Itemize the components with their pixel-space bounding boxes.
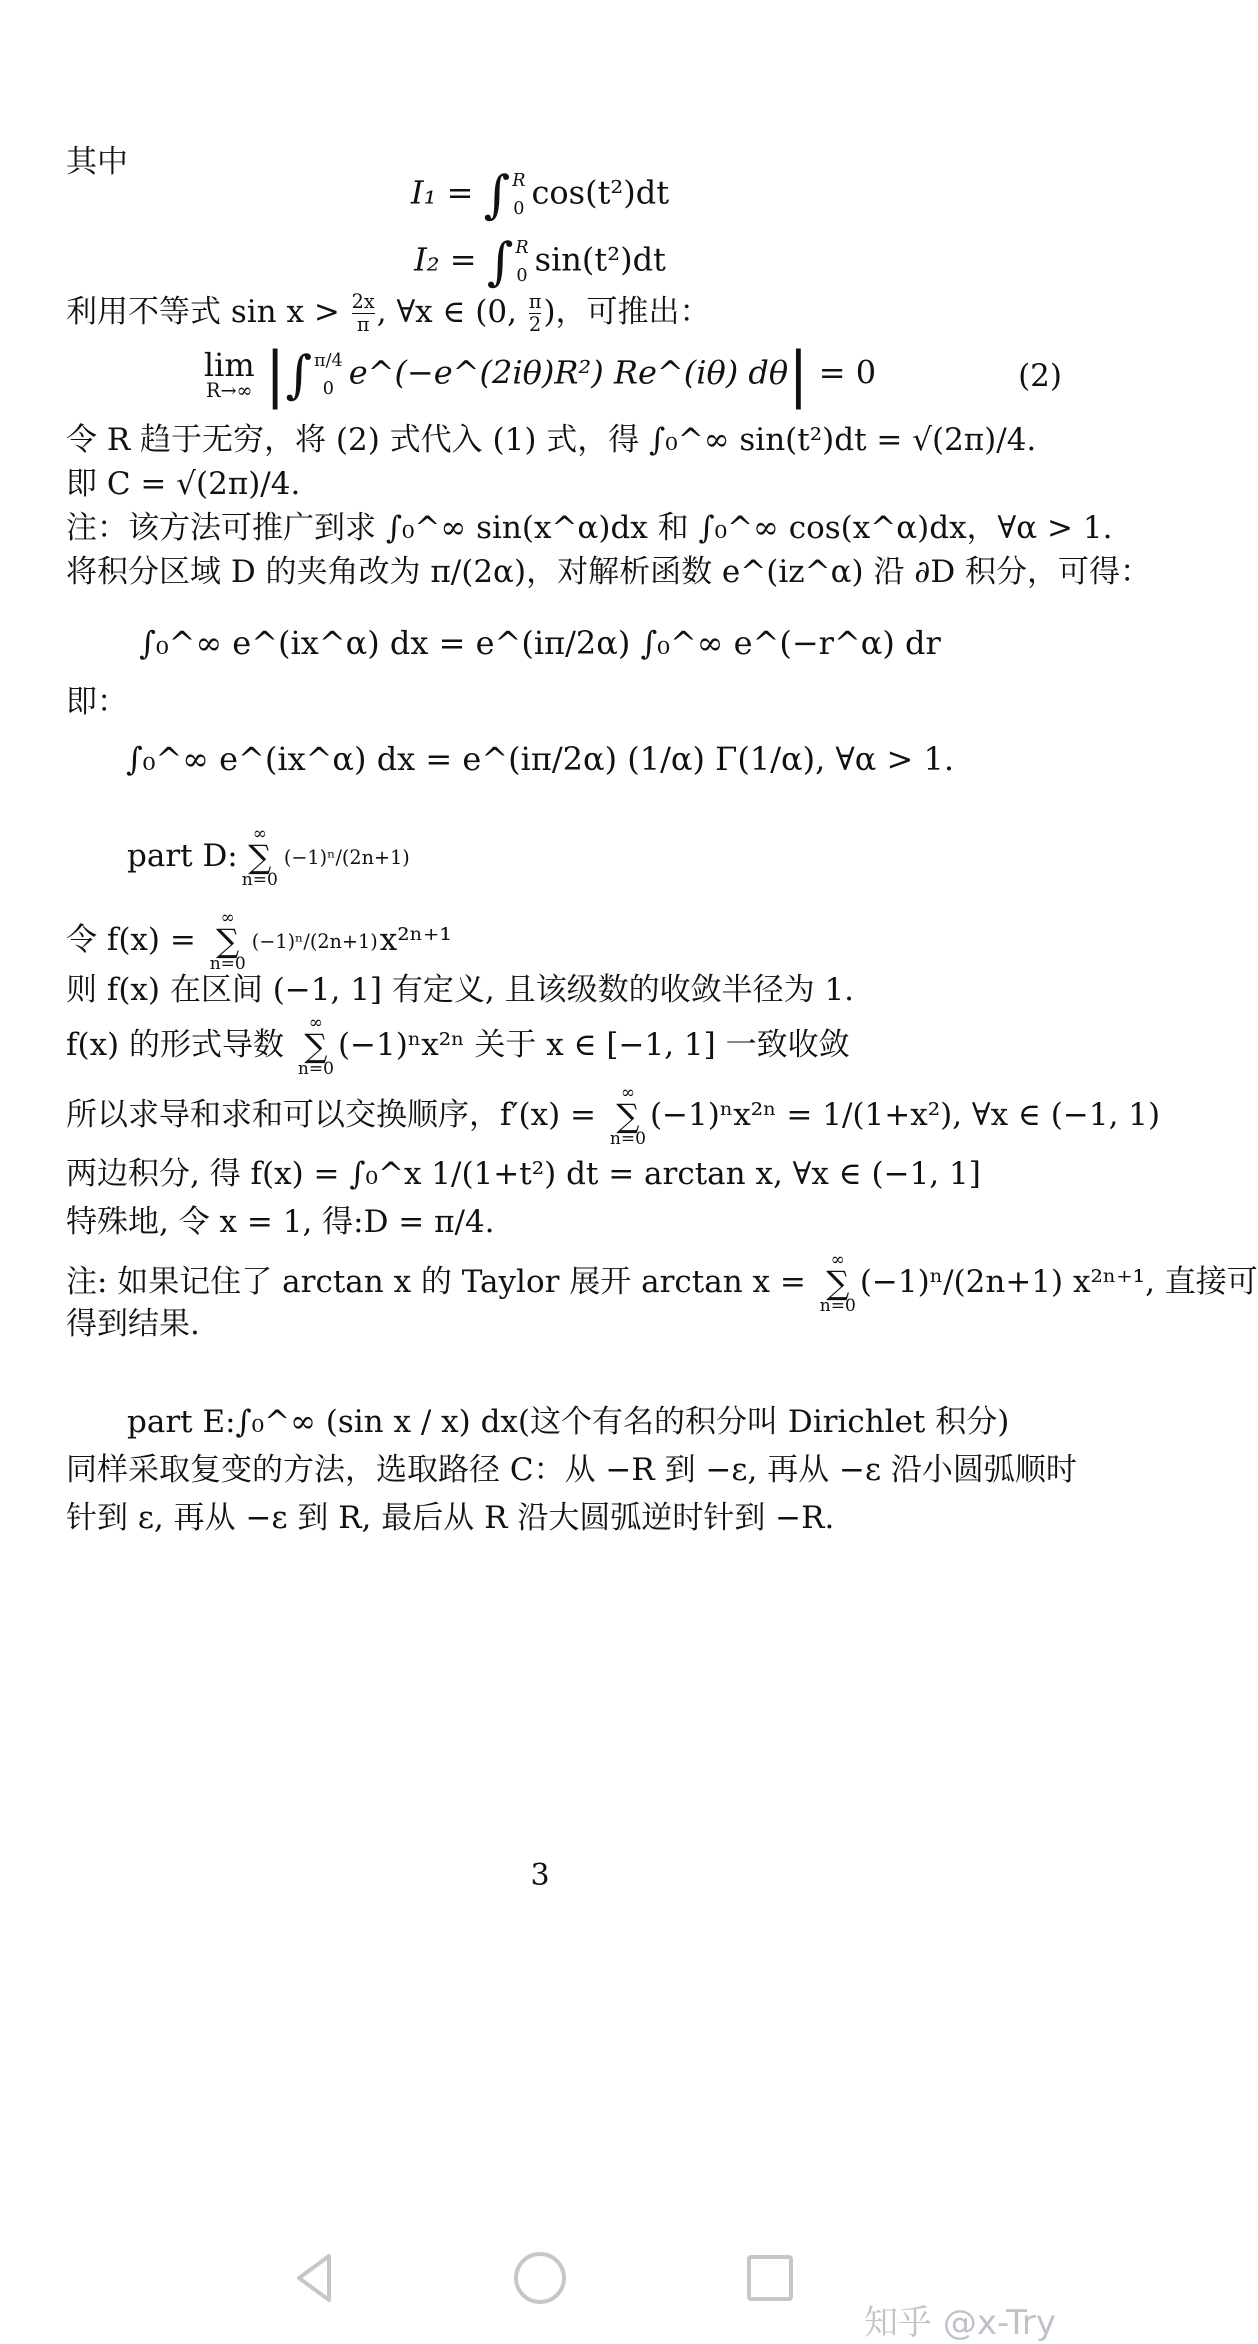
sum-bottom: n=0 bbox=[241, 870, 278, 891]
frac-num: 2x bbox=[351, 290, 375, 314]
eq2-upper: π/4 bbox=[314, 350, 343, 371]
deriv-suffix: (−1)ⁿx²ⁿ 关于 x ∈ [−1, 1] 一致收敛 bbox=[337, 1027, 850, 1064]
eq-i2-limits bbox=[515, 234, 528, 290]
text-same-method-2: 针到 ε, 再从 −ε 到 R, 最后从 R 沿大圆弧逆时针到 −R. bbox=[66, 1500, 835, 1536]
sum-symbol bbox=[210, 910, 246, 973]
text-same-method-1: 同样采取复变的方法，选取路径 C：从 −R 到 −ε, 再从 −ε 沿小圆弧顺时 bbox=[66, 1452, 1077, 1488]
text-note-2-cont: 得到结果. bbox=[66, 1306, 200, 1342]
equation-i2 bbox=[0, 232, 1080, 292]
eq-i2-body: sin(t²)dt bbox=[534, 240, 666, 279]
text-formal-derivative bbox=[66, 1015, 1060, 1078]
abs-bar-left: | bbox=[264, 340, 286, 410]
text-c-value: 即 C = √(2π)/4. bbox=[66, 466, 301, 502]
back-button[interactable] bbox=[285, 2248, 345, 2308]
integral-sign: ∫ bbox=[486, 232, 514, 292]
zhihu-watermark: 知乎 @x-Try bbox=[864, 2303, 1056, 2343]
sum-symbol bbox=[298, 1015, 334, 1078]
part-d-expr: (−1)ⁿ/(2n+1) bbox=[283, 845, 410, 869]
fx-frac: (−1)ⁿ/(2n+1) bbox=[251, 929, 378, 953]
part-d-label: part D: bbox=[127, 838, 238, 875]
recent-apps-button[interactable] bbox=[740, 2248, 800, 2308]
abs-bar-right: | bbox=[788, 340, 809, 410]
sigma: ∑ bbox=[248, 838, 272, 877]
eq2-limit bbox=[203, 346, 255, 403]
integral-sign: ∫ bbox=[483, 165, 511, 225]
integral-sign: ∫ bbox=[285, 345, 312, 405]
fx-term bbox=[251, 929, 378, 953]
sum-top: ∞ bbox=[830, 1250, 845, 1270]
sum-top: ∞ bbox=[220, 908, 235, 928]
sigma: ∑ bbox=[826, 1264, 850, 1303]
text-qizhong: 其中 bbox=[66, 144, 128, 180]
equation-alpha-1: ∫₀^∞ e^(ix^α) dx = e^(iπ/2α) ∫₀^∞ e^(−r^α) dr bbox=[139, 624, 941, 662]
sum-top: ∞ bbox=[252, 824, 267, 844]
sigma: ∑ bbox=[616, 1097, 640, 1136]
swap-suffix: (−1)ⁿx²ⁿ = 1/(1+x²), ∀x ∈ (−1, 1) bbox=[649, 1097, 1161, 1134]
text-define-f bbox=[66, 910, 1060, 973]
equation-alpha-2: ∫₀^∞ e^(ix^α) dx = e^(iπ/2α) (1/α) Γ(1/α), ∀α > 1. bbox=[125, 740, 955, 778]
frac-den: π bbox=[352, 313, 375, 335]
equation-i1 bbox=[0, 165, 1080, 225]
sum-bottom: n=0 bbox=[819, 1296, 856, 1317]
ineq-mid: , ∀x ∈ (0, bbox=[376, 294, 527, 330]
sum-top: ∞ bbox=[620, 1083, 635, 1103]
ineq-fraction-2 bbox=[529, 292, 542, 334]
recent-square-icon bbox=[740, 2248, 800, 2308]
eq2-rhs: = 0 bbox=[818, 353, 877, 392]
eq-i2-lhs: I₂ = bbox=[414, 240, 487, 279]
text-note-1: 注：该方法可推广到求 ∫₀^∞ sin(x^α)dx 和 ∫₀^∞ cos(x^α)dx，∀α > 1. bbox=[66, 510, 1113, 546]
part-e-heading: part E:∫₀^∞ (sin x / x) dx(这个有名的积分叫 Dirichlet 积分) bbox=[127, 1404, 1010, 1440]
equation-2 bbox=[0, 340, 1080, 410]
sigma: ∑ bbox=[216, 922, 240, 961]
eq-i1-lower: 0 bbox=[513, 199, 525, 219]
deriv-prefix: f(x) 的形式导数 bbox=[66, 1027, 294, 1064]
eq-i2-upper: R bbox=[515, 237, 529, 258]
part-d-heading bbox=[127, 826, 1060, 889]
equation-number: (2) bbox=[1018, 358, 1062, 394]
text-region: 将积分区域 D 的夹角改为 π/(2α)，对解析函数 e^(iz^α) 沿 ∂D 积分，可得： bbox=[66, 554, 1152, 590]
sum-bottom: n=0 bbox=[209, 954, 246, 975]
text-ji: 即： bbox=[66, 684, 128, 720]
sigma: ∑ bbox=[304, 1027, 328, 1066]
back-triangle-icon bbox=[285, 2248, 345, 2308]
eq2-limits bbox=[314, 347, 343, 403]
ineq-prefix: 利用不等式 sin x > bbox=[66, 294, 350, 330]
text-special-case: 特殊地, 令 x = 1, 得:D = π/4. bbox=[66, 1204, 495, 1240]
eq2-lim-sub: R→∞ bbox=[205, 379, 253, 403]
eq2-lower: 0 bbox=[322, 379, 334, 399]
home-button[interactable] bbox=[510, 2248, 570, 2308]
fx-suffix: x²ⁿ⁺¹ bbox=[379, 922, 452, 959]
swap-prefix: 所以求导和求和可以交换顺序，f′(x) = bbox=[66, 1097, 606, 1134]
eq-i1-upper: R bbox=[512, 170, 526, 191]
text-swap-order bbox=[66, 1083, 1161, 1150]
frac-den: 2 bbox=[529, 312, 542, 336]
eq-i1-limits bbox=[512, 167, 525, 223]
note2-prefix: 注: 如果记住了 arctan x 的 Taylor 展开 arctan x = bbox=[66, 1264, 816, 1301]
eq2-body: e^(−e^(2iθ)R²) Re^(iθ) dθ bbox=[348, 353, 789, 392]
eq-i2-lower: 0 bbox=[516, 266, 528, 286]
sum-bottom: n=0 bbox=[609, 1129, 646, 1150]
eq-i1-body: cos(t²)dt bbox=[531, 173, 670, 212]
note2-suffix: (−1)ⁿ/(2n+1) x²ⁿ⁺¹, 直接可 bbox=[859, 1264, 1258, 1301]
text-let-r: 令 R 趋于无穷，将 (2) 式代入 (1) 式，得 ∫₀^∞ sin(t²)dt = √(2π)/4. bbox=[66, 422, 1037, 458]
frac-num: π bbox=[528, 290, 542, 314]
text-integrate: 两边积分, 得 f(x) = ∫₀^x 1/(1+t²) dt = arctan x, ∀x ∈ (−1, 1] bbox=[66, 1156, 981, 1192]
page-number: 3 bbox=[530, 1858, 550, 1893]
sum-top: ∞ bbox=[308, 1013, 323, 1033]
eq2-lim-word: lim bbox=[203, 346, 255, 385]
part-d-term bbox=[283, 845, 410, 869]
fx-prefix: 令 f(x) = bbox=[66, 922, 206, 959]
ineq-suffix: )，可推出： bbox=[543, 294, 711, 330]
sum-symbol bbox=[242, 826, 278, 889]
text-inequality bbox=[66, 290, 1060, 335]
eq-i1-lhs: I₁ = bbox=[410, 173, 484, 212]
ineq-fraction bbox=[352, 292, 375, 334]
text-definition-domain: 则 f(x) 在区间 (−1, 1] 有定义, 且该级数的收敛半径为 1. bbox=[66, 972, 855, 1008]
home-circle-icon bbox=[510, 2248, 570, 2308]
sum-symbol bbox=[610, 1085, 646, 1148]
sum-bottom: n=0 bbox=[297, 1059, 334, 1080]
